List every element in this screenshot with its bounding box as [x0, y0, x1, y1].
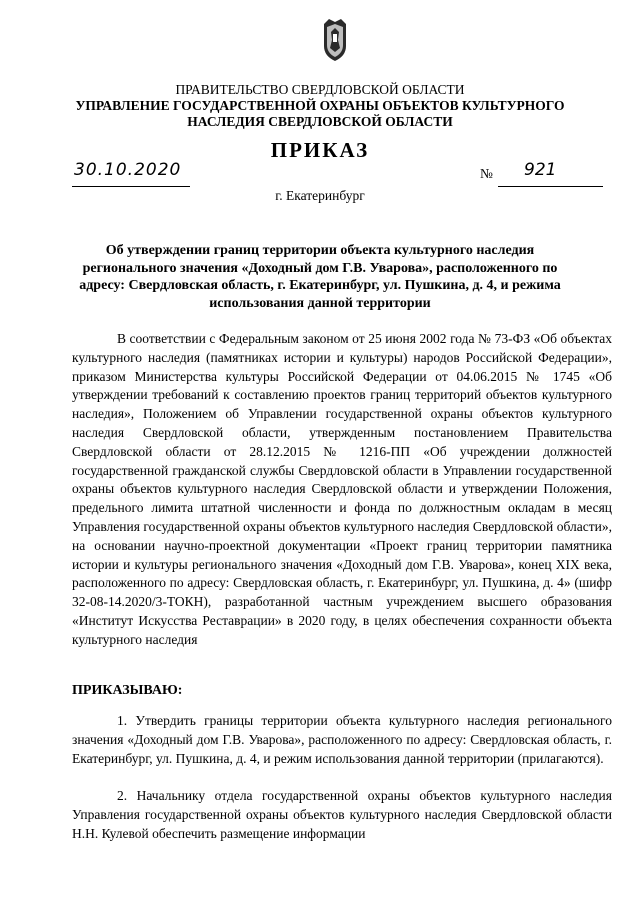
order-subject: Об утверждении границ территории объекта культурного наследия регионального значения «Доходный дом Г.В. Уварова», расположенного по адресу: Свердловская область, г. Екатеринбург, ул. Пушкина, д. 4, и режима использования данной территории: [79, 243, 561, 311]
number-field: [498, 160, 603, 187]
preamble-paragraph: В соответствии с Федеральным законом от 25 июня 2002 года № 73-ФЗ «Об объектах культурного наследия (памятниках истории и культуры) народов Российской Федерации», приказом Министерства культуры Российской Федерации от 04.06.2015 № 1745 «Об утверждении требований к составлению проектов границ территорий объектов культурного наследия», Положением об Управлении государственной охраны объектов культурного наследия Свердловской области, утвержденным постановлением Правительства Свердловской области от 28.12.2015 № 1216-ПП «Об учреждении должностей государственной гражданской службы Свердловской области в Управлении государственной охраны объектов культурного наследия Свердловской области и утверждении Положения, предельного лимита штатной численности и фонда по должностным окладам в месяц Управления государственной охраны объектов культурного наследия Свердловской области», на основании научно-проектной документации «Проект границ территории памятника истории и культуры регионального значения «Доходный дом Г.В. Уварова», конец XIX века, расположенного по адресу: Свердловская область, г. Екатеринбург, ул. Пушкина, д. 4» (шифр 32-08-14.2020/3-ТОКН), разработанной частным учреждением высшего образования «Институт Искусства Реставрации» в 2020 году, в целях обеспечения сохранности объекта культурного наследия: [72, 331, 612, 647]
department-name: УПРАВЛЕНИЕ ГОСУДАРСТВЕННОЙ ОХРАНЫ ОБЪЕКТОВ КУЛЬТУРНОГО НАСЛЕДИЯ СВЕРДЛОВСКОЙ ОБЛАСТИ: [75, 98, 565, 129]
order-date: 30.10.2020: [74, 160, 182, 180]
order-directive: ПРИКАЗЫВАЮ:: [72, 683, 183, 698]
order-number: 921: [524, 160, 557, 180]
date-field: [72, 160, 190, 187]
document-type-title: ПРИКАЗ: [270, 138, 370, 162]
order-item-1: 1. Утвердить границы территории объекта культурного наследия регионального значения «Доходный дом Г.В. Уварова», расположенного по адресу: Свердловская область, г. Екатеринбург, ул. Пушкина, д. 4, и режим использования данной территории (прилагаются).: [72, 713, 612, 766]
number-label: №: [480, 166, 493, 181]
government-name: ПРАВИТЕЛЬСТВО СВЕРДЛОВСКОЙ ОБЛАСТИ: [175, 82, 465, 97]
city: г. Екатеринбург: [275, 188, 365, 203]
order-item-2: 2. Начальнику отдела государственной охраны объектов культурного наследия Управления государственной охраны объектов культурного наследия Свердловской области Н.Н. Кулевой обеспечить размещение информации: [72, 788, 612, 841]
coat-of-arms-icon: [322, 18, 348, 62]
